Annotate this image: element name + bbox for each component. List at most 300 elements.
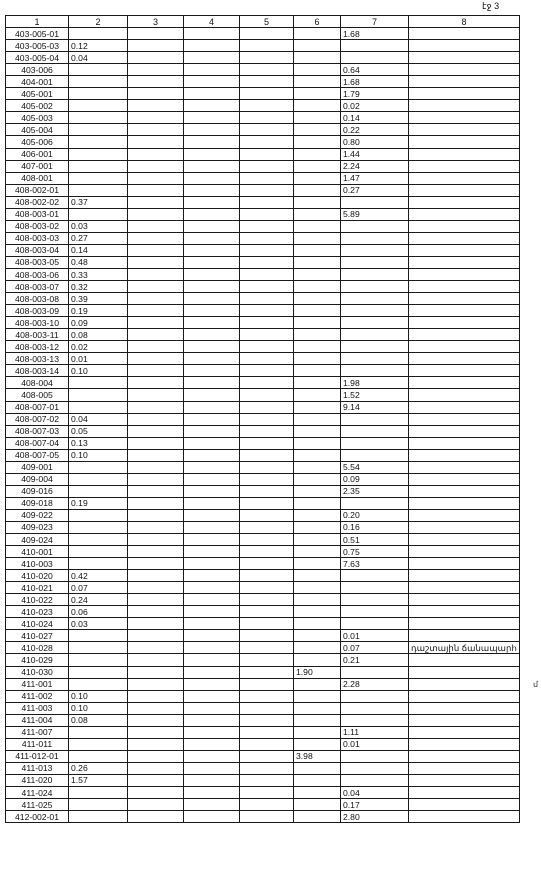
col7-area-cell [341, 244, 409, 256]
col7-area-cell: 2.80 [341, 811, 409, 823]
table-row [6, 473, 520, 485]
col3-cell [128, 52, 184, 64]
col5-cell [240, 52, 294, 64]
col4-cell [184, 28, 240, 40]
col3-cell [128, 521, 184, 533]
col2-area-cell [69, 389, 128, 401]
col6-area-cell [294, 305, 341, 317]
col5-cell [240, 690, 294, 702]
col6-area-cell [294, 220, 341, 232]
col3-cell [128, 750, 184, 762]
col2-area-cell [69, 534, 128, 546]
table-row [6, 256, 520, 268]
col2-area-cell [69, 799, 128, 811]
col7-area-cell [341, 702, 409, 714]
col4-cell [184, 787, 240, 799]
col3-cell [128, 654, 184, 666]
col6-area-cell [294, 317, 341, 329]
note-cell [409, 172, 520, 184]
col4-cell [184, 750, 240, 762]
col7-area-cell: 1.68 [341, 76, 409, 88]
col6-area-cell [294, 473, 341, 485]
col7-area-cell [341, 714, 409, 726]
col4-cell [184, 196, 240, 208]
col2-area-cell [69, 112, 128, 124]
note-cell [409, 702, 520, 714]
col4-cell [184, 762, 240, 774]
col7-area-cell: 7.63 [341, 558, 409, 570]
parcel-code-cell: 408-007-05 [6, 449, 69, 461]
col2-area-cell [69, 461, 128, 473]
col5-cell [240, 389, 294, 401]
col2-area-cell [69, 76, 128, 88]
table-row [6, 690, 520, 702]
parcel-code-cell: 403-005-04 [6, 52, 69, 64]
col7-area-cell: 0.80 [341, 136, 409, 148]
table-row [6, 509, 520, 521]
col6-area-cell [294, 112, 341, 124]
col2-area-cell: 0.08 [69, 329, 128, 341]
parcel-code-cell: 410-027 [6, 630, 69, 642]
col3-cell [128, 534, 184, 546]
col3-cell [128, 461, 184, 473]
col7-area-cell: 1.98 [341, 377, 409, 389]
col2-area-cell: 0.12 [69, 40, 128, 52]
col2-area-cell [69, 630, 128, 642]
parcel-code-cell: 405-002 [6, 100, 69, 112]
col2-area-cell: 0.03 [69, 220, 128, 232]
parcel-code-cell: 410-020 [6, 570, 69, 582]
parcel-code-cell: 411-013 [6, 762, 69, 774]
col2-area-cell: 0.10 [69, 365, 128, 377]
note-cell [409, 100, 520, 112]
parcel-code-cell: 411-025 [6, 799, 69, 811]
col5-cell [240, 220, 294, 232]
table-row [6, 630, 520, 642]
col5-cell [240, 678, 294, 690]
col4-cell [184, 112, 240, 124]
col3-cell [128, 305, 184, 317]
col7-area-cell [341, 341, 409, 353]
col5-cell [240, 353, 294, 365]
note-cell [409, 377, 520, 389]
col6-area-cell [294, 389, 341, 401]
col2-area-cell: 0.05 [69, 425, 128, 437]
col3-cell [128, 425, 184, 437]
table-row [6, 811, 520, 823]
col4-cell [184, 666, 240, 678]
col4-cell [184, 449, 240, 461]
col6-area-cell [294, 401, 341, 413]
note-cell [409, 606, 520, 618]
col3-cell [128, 293, 184, 305]
col6-area-cell [294, 413, 341, 425]
col5-cell [240, 184, 294, 196]
table-row [6, 268, 520, 280]
col4-cell [184, 148, 240, 160]
parcel-code-cell: 408-003-10 [6, 317, 69, 329]
col7-area-cell: 0.51 [341, 534, 409, 546]
table-row [6, 389, 520, 401]
col4-cell [184, 40, 240, 52]
note-cell [409, 558, 520, 570]
col5-cell [240, 28, 294, 40]
col4-cell [184, 401, 240, 413]
col5-cell [240, 341, 294, 353]
table-row [6, 124, 520, 136]
col3-cell [128, 594, 184, 606]
col2-area-cell: 0.13 [69, 437, 128, 449]
table-row [6, 485, 520, 497]
col7-area-cell: 0.21 [341, 654, 409, 666]
parcel-code-cell: 411-011 [6, 738, 69, 750]
note-cell [409, 329, 520, 341]
note-cell [409, 196, 520, 208]
parcel-code-cell: 412-002-01 [6, 811, 69, 823]
col5-cell [240, 594, 294, 606]
col7-area-cell [341, 570, 409, 582]
col5-cell [240, 377, 294, 389]
parcel-code-cell: 409-024 [6, 534, 69, 546]
col7-area-cell: 0.07 [341, 642, 409, 654]
col4-cell [184, 521, 240, 533]
note-cell [409, 341, 520, 353]
note-cell [409, 136, 520, 148]
col6-area-cell [294, 606, 341, 618]
col2-area-cell [69, 88, 128, 100]
col4-cell [184, 268, 240, 280]
col4-cell [184, 678, 240, 690]
col6-area-cell [294, 642, 341, 654]
parcel-code-cell: 408-003-09 [6, 305, 69, 317]
col7-area-cell: 2.28 [341, 678, 409, 690]
parcel-code-cell: 410-022 [6, 594, 69, 606]
parcel-code-cell: 406-001 [6, 148, 69, 160]
col7-area-cell: 2.24 [341, 160, 409, 172]
col4-cell [184, 160, 240, 172]
note-cell [409, 582, 520, 594]
col2-area-cell: 0.10 [69, 702, 128, 714]
col7-area-cell [341, 618, 409, 630]
parcel-code-cell: 408-003-01 [6, 208, 69, 220]
col6-area-cell [294, 702, 341, 714]
note-cell [409, 666, 520, 678]
table-row [6, 40, 520, 52]
col2-area-cell [69, 160, 128, 172]
col3-cell [128, 401, 184, 413]
col4-cell [184, 558, 240, 570]
col4-cell [184, 317, 240, 329]
col5-cell [240, 365, 294, 377]
col2-area-cell [69, 811, 128, 823]
note-cell: դաշտային ճանապարհ [409, 642, 520, 654]
col5-cell [240, 750, 294, 762]
col6-area-cell: 3.98 [294, 750, 341, 762]
col4-cell [184, 799, 240, 811]
parcel-code-cell: 410-023 [6, 606, 69, 618]
col5-cell [240, 112, 294, 124]
col6-area-cell [294, 509, 341, 521]
table-row [6, 606, 520, 618]
col5-cell [240, 293, 294, 305]
col3-cell [128, 160, 184, 172]
column-header: 1 [6, 16, 69, 28]
col7-area-cell: 0.27 [341, 184, 409, 196]
note-cell [409, 594, 520, 606]
note-cell [409, 787, 520, 799]
parcel-code-cell: 405-004 [6, 124, 69, 136]
note-cell [409, 726, 520, 738]
col4-cell [184, 654, 240, 666]
col3-cell [128, 329, 184, 341]
col5-cell [240, 811, 294, 823]
col5-cell [240, 40, 294, 52]
col3-cell [128, 811, 184, 823]
column-header: 7 [341, 16, 409, 28]
col2-area-cell [69, 546, 128, 558]
col4-cell [184, 88, 240, 100]
col3-cell [128, 774, 184, 786]
col5-cell [240, 317, 294, 329]
col3-cell [128, 124, 184, 136]
col7-area-cell [341, 256, 409, 268]
table-row [6, 678, 520, 690]
parcel-code-cell: 408-005 [6, 389, 69, 401]
col5-cell [240, 64, 294, 76]
col2-area-cell [69, 750, 128, 762]
col2-area-cell [69, 377, 128, 389]
col6-area-cell [294, 582, 341, 594]
col7-area-cell [341, 281, 409, 293]
col6-area-cell [294, 738, 341, 750]
col3-cell [128, 630, 184, 642]
col2-area-cell: 0.10 [69, 690, 128, 702]
col2-area-cell [69, 136, 128, 148]
col5-cell [240, 666, 294, 678]
col5-cell [240, 762, 294, 774]
col5-cell [240, 570, 294, 582]
col5-cell [240, 630, 294, 642]
col7-area-cell: 0.22 [341, 124, 409, 136]
col6-area-cell [294, 160, 341, 172]
col5-cell [240, 172, 294, 184]
col6-area-cell [294, 124, 341, 136]
table-row [6, 401, 520, 413]
note-cell [409, 268, 520, 280]
note-cell [409, 413, 520, 425]
col4-cell [184, 232, 240, 244]
parcel-code-cell: 404-001 [6, 76, 69, 88]
col6-area-cell [294, 787, 341, 799]
col3-cell [128, 437, 184, 449]
parcel-code-cell: 410-001 [6, 546, 69, 558]
col3-cell [128, 485, 184, 497]
col7-area-cell [341, 594, 409, 606]
col5-cell [240, 449, 294, 461]
col6-area-cell [294, 811, 341, 823]
col7-area-cell: 1.11 [341, 726, 409, 738]
col4-cell [184, 726, 240, 738]
col3-cell [128, 726, 184, 738]
col5-cell [240, 256, 294, 268]
col5-cell [240, 799, 294, 811]
parcel-code-cell: 408-003-13 [6, 353, 69, 365]
col2-area-cell: 0.39 [69, 293, 128, 305]
note-cell [409, 220, 520, 232]
table-row [6, 341, 520, 353]
col6-area-cell [294, 341, 341, 353]
col7-area-cell [341, 317, 409, 329]
col6-area-cell [294, 678, 341, 690]
table-row [6, 497, 520, 509]
table-row [6, 88, 520, 100]
table-row [6, 738, 520, 750]
parcel-code-cell: 409-018 [6, 497, 69, 509]
col5-cell [240, 461, 294, 473]
col6-area-cell [294, 654, 341, 666]
col2-area-cell: 0.24 [69, 594, 128, 606]
column-header: 4 [184, 16, 240, 28]
col3-cell [128, 40, 184, 52]
col7-area-cell [341, 666, 409, 678]
col2-area-cell [69, 184, 128, 196]
column-header: 3 [128, 16, 184, 28]
col3-cell [128, 136, 184, 148]
col5-cell [240, 305, 294, 317]
note-cell [409, 690, 520, 702]
col4-cell [184, 582, 240, 594]
col5-cell [240, 497, 294, 509]
table-row [6, 317, 520, 329]
col4-cell [184, 365, 240, 377]
table-row [6, 702, 520, 714]
col7-area-cell [341, 774, 409, 786]
col6-area-cell [294, 88, 341, 100]
table-row [6, 28, 520, 40]
col3-cell [128, 678, 184, 690]
col6-area-cell [294, 184, 341, 196]
col4-cell [184, 738, 240, 750]
col4-cell [184, 329, 240, 341]
note-cell [409, 148, 520, 160]
col5-cell [240, 787, 294, 799]
col6-area-cell [294, 64, 341, 76]
col2-area-cell [69, 642, 128, 654]
col4-cell [184, 594, 240, 606]
col4-cell [184, 642, 240, 654]
note-cell [409, 509, 520, 521]
col2-area-cell [69, 787, 128, 799]
col7-area-cell: 1.44 [341, 148, 409, 160]
col5-cell [240, 558, 294, 570]
col5-cell [240, 88, 294, 100]
column-header: 2 [69, 16, 128, 28]
note-cell [409, 630, 520, 642]
col2-area-cell: 0.48 [69, 256, 128, 268]
note-cell [409, 365, 520, 377]
col6-area-cell [294, 449, 341, 461]
col4-cell [184, 413, 240, 425]
parcel-code-cell: 408-003-04 [6, 244, 69, 256]
note-cell [409, 521, 520, 533]
col5-cell [240, 76, 294, 88]
col3-cell [128, 738, 184, 750]
col6-area-cell [294, 268, 341, 280]
col2-area-cell: 0.01 [69, 353, 128, 365]
col4-cell [184, 305, 240, 317]
col4-cell [184, 437, 240, 449]
col7-area-cell: 0.04 [341, 787, 409, 799]
table-row [6, 762, 520, 774]
col4-cell [184, 389, 240, 401]
col4-cell [184, 690, 240, 702]
col5-cell [240, 485, 294, 497]
col2-area-cell: 0.37 [69, 196, 128, 208]
col3-cell [128, 172, 184, 184]
col5-cell [240, 160, 294, 172]
note-cell [409, 88, 520, 100]
table-row [6, 244, 520, 256]
col5-cell [240, 329, 294, 341]
col5-cell [240, 124, 294, 136]
column-header: 6 [294, 16, 341, 28]
col7-area-cell: 1.68 [341, 28, 409, 40]
table-row [6, 461, 520, 473]
header-row [6, 16, 520, 28]
col6-area-cell [294, 534, 341, 546]
col4-cell [184, 184, 240, 196]
col6-area-cell [294, 497, 341, 509]
parcel-code-cell: 410-028 [6, 642, 69, 654]
col4-cell [184, 124, 240, 136]
col7-area-cell [341, 40, 409, 52]
note-cell [409, 112, 520, 124]
note-cell [409, 534, 520, 546]
note-cell [409, 461, 520, 473]
col5-cell [240, 196, 294, 208]
note-cell [409, 256, 520, 268]
table-row [6, 726, 520, 738]
col5-cell [240, 534, 294, 546]
col3-cell [128, 449, 184, 461]
col7-area-cell: 0.14 [341, 112, 409, 124]
col7-area-cell [341, 232, 409, 244]
col2-area-cell [69, 401, 128, 413]
col3-cell [128, 268, 184, 280]
col7-area-cell: 0.64 [341, 64, 409, 76]
table-row [6, 112, 520, 124]
note-cell [409, 281, 520, 293]
parcel-code-cell: 408-003-11 [6, 329, 69, 341]
table-row [6, 594, 520, 606]
note-cell [409, 184, 520, 196]
col3-cell [128, 220, 184, 232]
parcel-code-cell: 410-024 [6, 618, 69, 630]
page-number-label: էջ 3 [482, 1, 500, 11]
col5-cell [240, 268, 294, 280]
col4-cell [184, 534, 240, 546]
col3-cell [128, 714, 184, 726]
parcel-code-cell: 408-001 [6, 172, 69, 184]
col5-cell [240, 582, 294, 594]
parcel-code-cell: 408-004 [6, 377, 69, 389]
col6-area-cell [294, 100, 341, 112]
col6-area-cell [294, 353, 341, 365]
note-cell [409, 401, 520, 413]
col7-area-cell: 1.52 [341, 389, 409, 401]
col6-area-cell [294, 40, 341, 52]
parcel-code-cell: 408-003-08 [6, 293, 69, 305]
